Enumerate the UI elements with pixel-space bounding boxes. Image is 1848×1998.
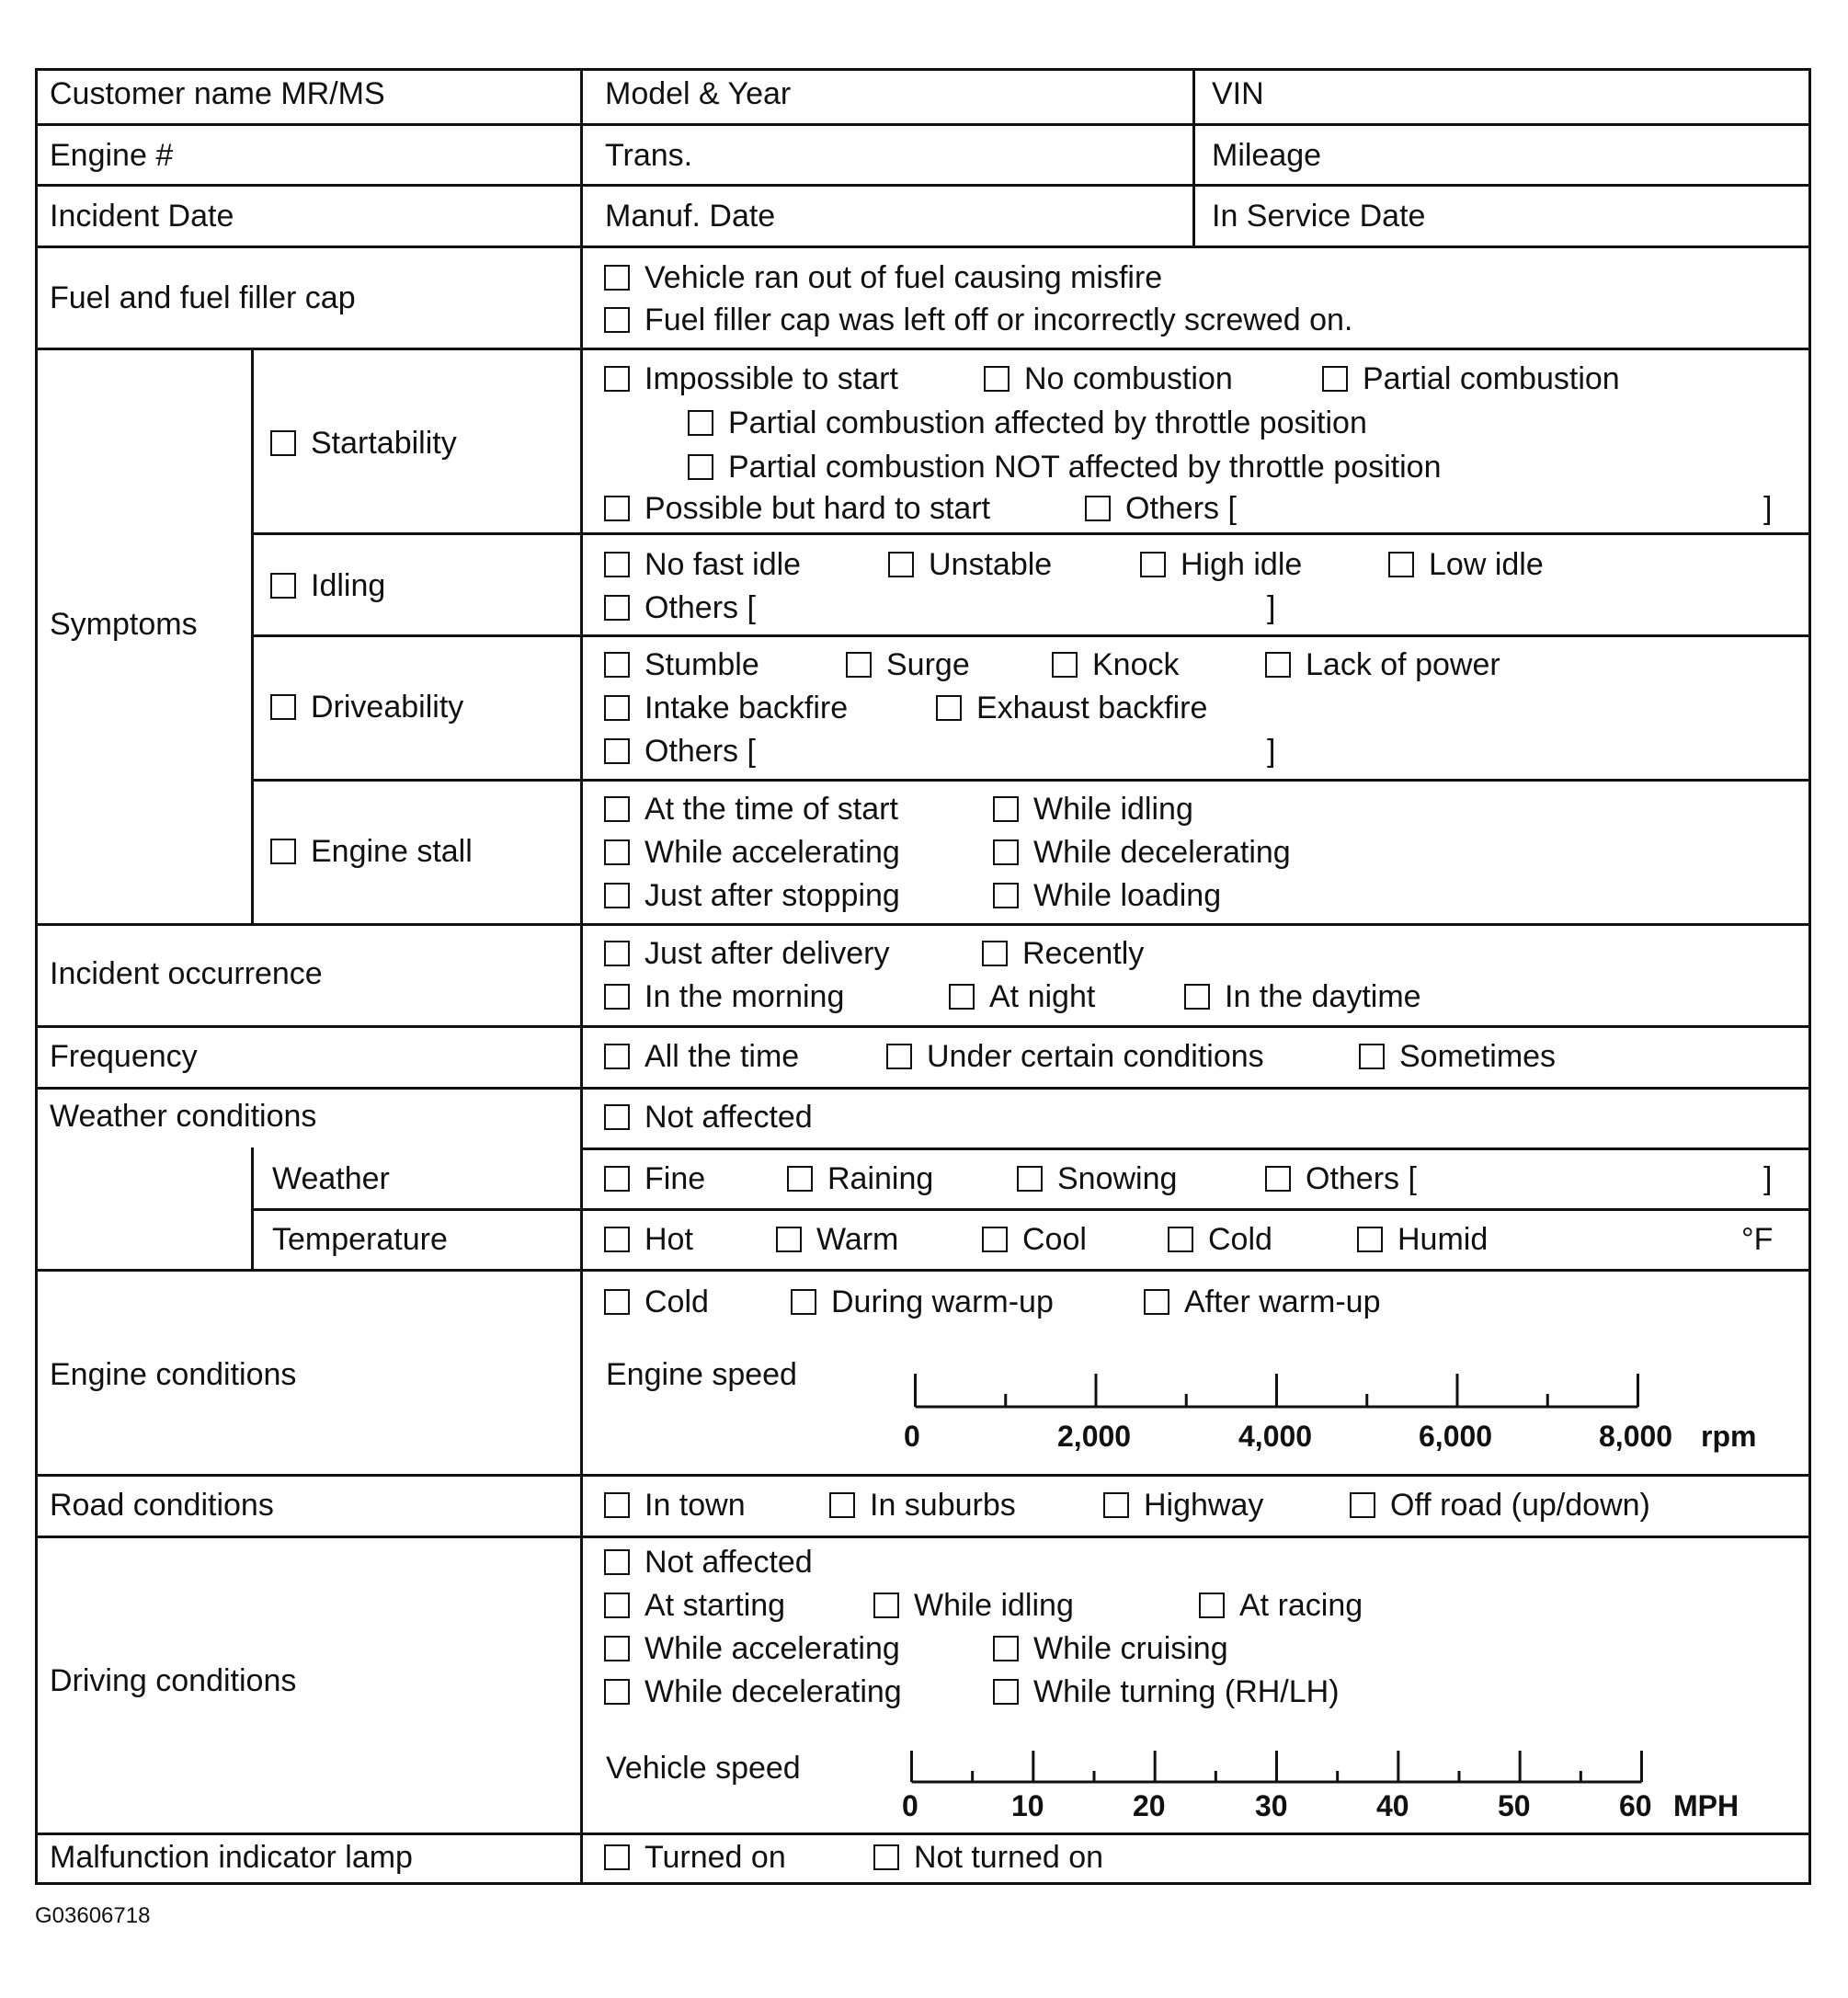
checkbox-square[interactable] [791,1289,816,1315]
checkbox-in-the-morning[interactable] [604,978,844,1015]
checkbox-at-night[interactable] [949,978,1095,1015]
column-divider [251,348,254,923]
option-label: Turned on [645,1840,786,1875]
checkbox-no-fast-idle[interactable] [604,546,801,583]
checkbox-square[interactable] [604,796,630,822]
option-label: Lack of power [1306,647,1500,682]
checkbox-turned-on[interactable] [604,1839,786,1876]
option-label: Under certain conditions [927,1039,1264,1074]
checkbox-partial-combustion[interactable] [1322,360,1620,397]
option-label: While cruising [1033,1631,1228,1666]
engine-speed-tick-label: 2,000 [1057,1420,1132,1453]
checkbox-engine-cold[interactable] [604,1284,709,1320]
checkbox-square[interactable] [1052,652,1078,678]
checkbox-square[interactable] [604,1289,630,1315]
checkbox-square[interactable] [1265,652,1291,678]
checkbox-square[interactable] [1388,552,1414,577]
checkbox-under-certain-conditions[interactable] [886,1038,1264,1075]
checkbox-square[interactable] [1359,1044,1385,1069]
option-label: Just after stopping [645,878,900,913]
row-divider [251,634,1811,637]
checkbox-square[interactable] [886,1044,912,1069]
option-label: Highway [1144,1488,1264,1523]
checkbox-square[interactable] [604,1104,630,1130]
checkbox-during-warm-up[interactable] [791,1284,1054,1320]
checkbox-square[interactable] [604,1492,630,1518]
checkbox-square[interactable] [604,1679,630,1705]
checkbox-warm[interactable] [776,1221,898,1258]
vin-label: VIN [1212,76,1264,111]
option-label: Warm [816,1222,899,1257]
option-label: Others [ [645,590,756,625]
engine-number-label: Engine # [50,138,174,173]
checkbox-fuel-ran-out[interactable] [604,259,1162,296]
checkbox-square[interactable] [888,552,914,577]
mileage-label: Mileage [1212,138,1322,173]
checkbox-square[interactable] [1199,1593,1225,1618]
checkbox-driveability[interactable] [270,689,463,725]
option-label: In the daytime [1225,979,1421,1014]
checkbox-all-the-time[interactable] [604,1038,799,1075]
checkbox-at-starting[interactable] [604,1587,785,1624]
idling-others-close-bracket: ] [1267,590,1276,625]
vehicle-speed-unit: MPH [1673,1789,1740,1822]
driveability-others-close-bracket: ] [1267,734,1276,769]
row-divider [35,184,1811,187]
checkbox-in-the-daytime[interactable] [1184,978,1421,1015]
checkbox-square[interactable] [1103,1492,1129,1518]
option-label: Vehicle ran out of fuel causing misfire [645,260,1163,295]
option-label: Partial combustion affected by throttle position [728,405,1367,440]
checkbox-square[interactable] [993,1636,1019,1661]
checkbox-square[interactable] [776,1227,802,1252]
checkbox-square[interactable] [1168,1227,1193,1252]
option-label: While decelerating [645,1674,902,1709]
checkbox-square[interactable] [993,1679,1019,1705]
vehicle-speed-tick-label: 0 [902,1789,918,1822]
checkbox-in-town[interactable] [604,1487,746,1524]
column-divider [580,68,583,1885]
option-label: Cold [645,1284,709,1319]
checkbox-square[interactable] [604,1166,630,1192]
checkbox-square[interactable] [984,366,1010,392]
checkbox-square[interactable] [1350,1492,1375,1518]
checkbox-square[interactable] [270,430,296,456]
checkbox-low-idle[interactable] [1388,546,1544,583]
table-border-top [35,68,1811,71]
option-label: Humid [1397,1222,1489,1257]
vehicle-speed-tick-label: 10 [1011,1789,1044,1822]
weather-label: Weather [272,1161,390,1196]
checkbox-square[interactable] [604,1593,630,1618]
option-label: Impossible to start [645,361,898,396]
table-border-left [35,68,38,1885]
checkbox-partial-combustion-not-throttle[interactable] [688,449,1441,485]
checkbox-high-idle[interactable] [1140,546,1302,583]
option-label: In suburbs [870,1488,1016,1523]
checkbox-square[interactable] [604,552,630,577]
option-label: Hot [645,1222,693,1257]
checkbox-square[interactable] [604,883,630,908]
row-divider [35,123,1811,126]
option-label: Partial combustion NOT affected by throttle position [728,450,1442,485]
table-border-bottom [35,1882,1811,1885]
checkbox-square[interactable] [982,941,1008,966]
vehicle-speed-tick-label: 60 [1619,1789,1652,1822]
option-label: Recently [1022,936,1145,971]
option-label: Fine [645,1161,706,1196]
checkbox-square[interactable] [270,694,296,720]
checkbox-square[interactable] [873,1593,899,1618]
checkbox-square[interactable] [604,1636,630,1661]
checkbox-square[interactable] [604,366,630,392]
option-label: Not turned on [914,1840,1104,1875]
checkbox-stall-while-accelerating[interactable] [604,834,900,871]
checkbox-humid[interactable] [1357,1221,1488,1258]
option-label: Cold [1208,1222,1272,1257]
checkbox-weather-not-affected[interactable] [604,1099,813,1136]
checkbox-square[interactable] [604,839,630,865]
option-label: Not affected [645,1100,813,1135]
checkbox-square[interactable] [604,265,630,291]
customer-name-label: Customer name MR/MS [50,76,385,111]
row-divider [580,1147,1811,1150]
road-conditions-label: Road conditions [50,1488,274,1523]
checkbox-square[interactable] [873,1844,899,1870]
engine-conditions-label: Engine conditions [50,1357,297,1392]
checkbox-at-time-of-start[interactable] [604,791,898,828]
option-label: Others [ [645,734,756,769]
checkbox-square[interactable] [993,883,1019,908]
option-label: Stumble [645,647,759,682]
symptoms-label: Symptoms [50,607,198,642]
option-label: No fast idle [645,547,802,582]
option-label: Driveability [311,690,464,725]
option-label: All the time [645,1039,800,1074]
checkbox-square[interactable] [829,1492,855,1518]
engine-speed-unit: rpm [1701,1420,1757,1453]
checkbox-no-combustion[interactable] [984,360,1233,397]
checkbox-square[interactable] [993,839,1019,865]
startability-others-close-bracket: ] [1763,491,1773,526]
checkbox-cold-temperature[interactable] [1168,1221,1272,1258]
checkbox-square[interactable] [604,1844,630,1870]
option-label: Unstable [929,547,1053,582]
engine-speed-tick-label: 8,000 [1599,1420,1673,1453]
checkbox-square[interactable] [846,652,872,678]
engine-speed-scale [914,1374,1640,1410]
option-label: Cool [1022,1222,1087,1257]
vehicle-speed-label: Vehicle speed [606,1751,801,1786]
checkbox-idling[interactable] [270,567,385,604]
checkbox-partial-combustion-throttle[interactable] [688,405,1367,441]
fuel-section-label: Fuel and fuel filler cap [50,280,356,315]
checkbox-square[interactable] [604,1549,630,1575]
transmission-label: Trans. [605,138,693,173]
checkbox-square[interactable] [688,410,713,436]
option-label: Startability [311,426,457,461]
option-label: Intake backfire [645,691,849,725]
vehicle-speed-tick-label: 30 [1255,1789,1288,1822]
checkbox-highway[interactable] [1103,1487,1263,1524]
row-divider [35,1474,1811,1477]
checkbox-driving-while-decelerating[interactable] [604,1673,902,1710]
option-label: Sometimes [1399,1039,1557,1074]
checkbox-cool[interactable] [982,1221,1087,1258]
checkbox-startability-others[interactable] [1085,490,1237,527]
checkbox-square[interactable] [936,695,962,721]
checkbox-square[interactable] [604,984,630,1010]
option-label: Partial combustion [1363,361,1620,396]
checkbox-off-road[interactable] [1350,1487,1650,1524]
checkbox-while-turning[interactable] [993,1673,1340,1710]
option-label: While idling [914,1588,1074,1623]
row-divider [251,532,1811,535]
checkbox-in-suburbs[interactable] [829,1487,1016,1524]
checkbox-square[interactable] [1017,1166,1043,1192]
option-label: At racing [1239,1588,1363,1623]
checkbox-startability[interactable] [270,425,457,462]
checkbox-stall-while-decelerating[interactable] [993,834,1291,871]
option-label: Not affected [645,1545,813,1580]
checkbox-driving-while-idling[interactable] [873,1587,1074,1624]
frequency-label: Frequency [50,1039,198,1074]
vehicle-speed-tick-label: 20 [1133,1789,1166,1822]
checkbox-fuel-cap-off[interactable] [604,302,1352,338]
table-border-right [1808,68,1811,1885]
figure-code: G03606718 [35,1903,151,1928]
checkbox-while-loading[interactable] [993,877,1221,914]
checkbox-recently[interactable] [982,935,1144,972]
checkbox-lack-of-power[interactable] [1265,646,1500,683]
checkbox-square[interactable] [1322,366,1348,392]
option-label: Others [ [1306,1161,1417,1196]
engine-speed-tick-label: 4,000 [1238,1420,1313,1453]
checkbox-stumble[interactable] [604,646,759,683]
checkbox-fine[interactable] [604,1160,705,1197]
checkbox-driving-not-affected[interactable] [604,1544,813,1581]
option-label: While decelerating [1033,835,1291,870]
checkbox-square[interactable] [993,796,1019,822]
option-label: While accelerating [645,835,900,870]
mil-label: Malfunction indicator lamp [50,1840,413,1875]
checkbox-driveability-others[interactable] [604,733,756,770]
checkbox-square[interactable] [1357,1227,1383,1252]
option-label: During warm-up [831,1284,1054,1319]
weather-conditions-label: Weather conditions [50,1099,317,1134]
checkbox-just-after-stopping[interactable] [604,877,900,914]
checkbox-hot[interactable] [604,1221,693,1258]
checkbox-while-cruising[interactable] [993,1630,1228,1667]
option-label: After warm-up [1184,1284,1381,1319]
driving-conditions-label: Driving conditions [50,1663,297,1698]
checkbox-idling-others[interactable] [604,589,756,626]
option-label: Snowing [1057,1161,1178,1196]
checkbox-after-warm-up[interactable] [1144,1284,1381,1320]
checkbox-square[interactable] [1140,552,1166,577]
option-label: Possible but hard to start [645,491,991,526]
option-label: Others [ [1125,491,1237,526]
option-label: While idling [1033,792,1193,827]
option-label: No combustion [1024,361,1233,396]
checkbox-square[interactable] [1144,1289,1169,1315]
option-label: In the morning [645,979,845,1014]
row-divider [35,923,1811,926]
checkbox-stall-while-idling[interactable] [993,791,1193,828]
checkbox-square[interactable] [604,652,630,678]
row-divider [35,348,1811,350]
checkbox-square[interactable] [604,695,630,721]
checkbox-intake-backfire[interactable] [604,690,848,726]
checkbox-square[interactable] [270,573,296,599]
row-divider [35,245,1811,248]
vehicle-speed-tick-label: 40 [1376,1789,1409,1822]
manufacture-date-label: Manuf. Date [605,199,776,234]
checkbox-just-after-delivery[interactable] [604,935,889,972]
engine-speed-label: Engine speed [606,1357,797,1392]
option-label: While turning (RH/LH) [1033,1674,1340,1709]
temperature-label: Temperature [272,1222,448,1257]
column-divider [251,1147,254,1269]
option-label: Low idle [1429,547,1544,582]
checkbox-square[interactable] [949,984,975,1010]
checkbox-at-racing[interactable] [1199,1587,1363,1624]
row-divider [35,1269,1811,1272]
option-label: While accelerating [645,1631,900,1666]
option-label: Engine stall [311,834,473,869]
checkbox-driving-while-accelerating[interactable] [604,1630,900,1667]
temperature-unit: °F [1741,1222,1774,1257]
option-label: Knock [1092,647,1180,682]
checkbox-square[interactable] [604,1044,630,1069]
incident-date-label: Incident Date [50,199,234,234]
row-divider [35,1025,1811,1028]
option-label: High idle [1181,547,1303,582]
option-label: Off road (up/down) [1390,1488,1650,1523]
checkbox-square[interactable] [604,941,630,966]
checkbox-square[interactable] [787,1166,813,1192]
option-label: At night [989,979,1096,1014]
checkbox-square[interactable] [604,307,630,333]
checkbox-square[interactable] [604,496,630,521]
option-label: Idling [311,568,386,603]
option-label: In town [645,1488,746,1523]
engine-speed-tick-label: 0 [904,1420,920,1453]
row-divider [251,779,1811,782]
row-divider [251,1208,1811,1211]
checkbox-unstable[interactable] [888,546,1052,583]
option-label: While loading [1033,878,1222,913]
engine-speed-tick-label: 6,000 [1419,1420,1493,1453]
checkbox-sometimes[interactable] [1359,1038,1556,1075]
option-label: At starting [645,1588,786,1623]
checkbox-square[interactable] [604,1227,630,1252]
checkbox-square[interactable] [604,595,630,621]
vehicle-speed-scale [910,1751,1644,1786]
column-divider [1192,68,1195,245]
checkbox-square[interactable] [1085,496,1111,521]
checkbox-engine-stall[interactable] [270,833,473,870]
checkbox-snowing[interactable] [1017,1160,1177,1197]
incident-occurrence-label: Incident occurrence [50,956,323,991]
checkbox-square[interactable] [688,454,713,480]
row-divider [35,1536,1811,1538]
row-divider [35,1087,1811,1090]
checkbox-not-turned-on[interactable] [873,1839,1103,1876]
checkbox-weather-others[interactable] [1265,1160,1417,1197]
option-label: Surge [886,647,970,682]
option-label: Just after delivery [645,936,890,971]
option-label: Exhaust backfire [976,691,1208,725]
option-label: At the time of start [645,792,898,827]
checkbox-square[interactable] [982,1227,1008,1252]
diagnostic-questionnaire-form [35,68,1811,1885]
row-divider [35,1832,1811,1835]
checkbox-square[interactable] [270,839,296,864]
weather-others-close-bracket: ] [1763,1161,1773,1196]
in-service-date-label: In Service Date [1212,199,1426,234]
checkbox-surge[interactable] [846,646,970,683]
checkbox-square[interactable] [1184,984,1210,1010]
checkbox-knock[interactable] [1052,646,1180,683]
vehicle-speed-tick-label: 50 [1498,1789,1531,1822]
checkbox-hard-to-start[interactable] [604,490,990,527]
model-year-label: Model & Year [605,76,792,111]
checkbox-impossible-to-start[interactable] [604,360,898,397]
option-label: Fuel filler cap was left off or incorrectly screwed on. [645,303,1353,337]
checkbox-exhaust-backfire[interactable] [936,690,1207,726]
checkbox-square[interactable] [604,738,630,764]
checkbox-raining[interactable] [787,1160,933,1197]
option-label: Raining [827,1161,934,1196]
checkbox-square[interactable] [1265,1166,1291,1192]
